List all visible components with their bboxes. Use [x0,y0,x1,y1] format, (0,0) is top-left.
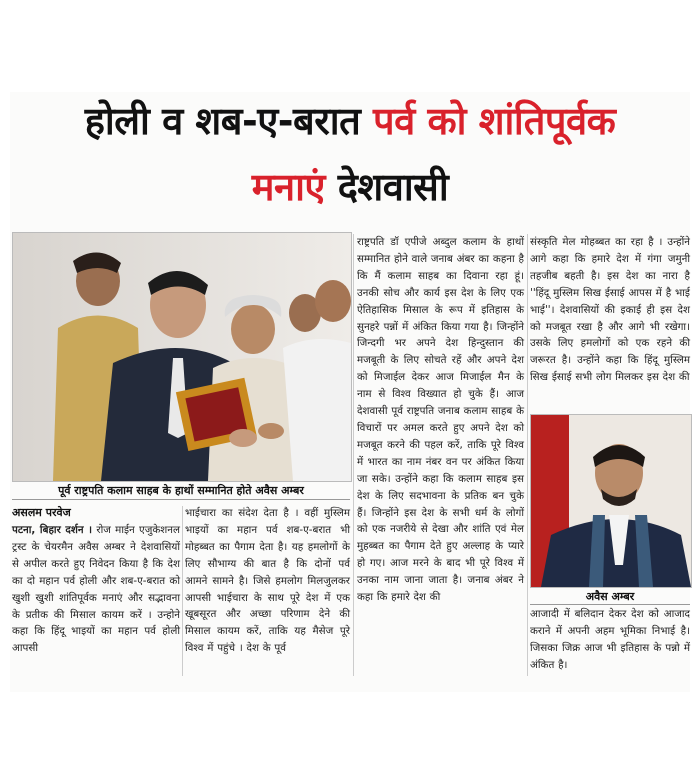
column-rule-2 [353,234,354,676]
caption-divider [12,499,350,500]
portrait-divider [530,604,690,605]
column-rule-1 [182,506,183,676]
award-photo [12,232,352,482]
column-1-text: रोज माईन एजुकेशनल ट्रस्ट के चेयरमैन अवैस अम्बर ने देशवासियों से अपील करते हुए निवेदन किया है कि देश का दो महान पर्व होली और शब-ए-बरात को खुशी खुशी शांतिपूर्वक मनाएं और सद्भावना के प्रतीक की मिसाल कायम करें । उन्होने कहा कि हिंदू भाइयों का महान पर्व होली आपसी [12,524,180,655]
headline-line-2 [0,164,700,210]
dateline: पटना, बिहार दर्शन । [12,524,93,536]
headline-black-part-2: देशवासी [337,165,449,209]
headline-red-part-2: मनाएं [251,165,338,209]
headline-red-part: पर्व को शांतिपूर्वक [373,99,616,143]
award-photo-illustration [13,233,351,481]
column-rule-3 [527,234,528,676]
headline-black-part: होली व शब-ए-बरात [84,99,373,143]
column-3: राष्ट्रपति डॉ एपीजे अब्दुल कलाम के हाथों सम्मानित होने वाले जनाब अंबर का कहना है कि मैं कलाम साहब का दिवाना रहा हूं। उनकी सोच और कार्य इस देश के लिए एक ऐतिहासिक मिसाल के रूप में इतिहास के सुनहरे पन्नों में अंकित किया गया है। जिन्होंने जिन्दगी भर अपने देश हिन्दुस्तान की मजबूती के लिए सोचते रहें और अपने देश को मिजाईल देकर आज मिजाईल मैन के नाम से विश्व विख्यात हो चुके हैं। आज देशवासी पूर्व राष्ट्रपति जनाब कलाम साहब के विचारों पर अमल करते हुए अपने देश को मजबूत करने की पहल करें, ताकि पूरे विश्व में भारत का नाम नंबर वन पर अंकित किया जा सके। उन्होंने कहा कि कलाम साहब इस देश के लिए सदभावना के प्रतिक बन चुके हैं। जिन्होंने इस देश के सभी धर्म के लोगों को एक नजरीये से देखा और शांति एवं मेल मुहब्बत का पैगाम देते हुए अल्लाह के प्यारे हो गए। आज मरने के बाद भी पूरे विश्व में उनका नाम जाना जाता है। जनाब अंबर ने कहा कि हमारे देश की [357,236,524,604]
portrait-photo [530,414,692,588]
column-2: भाईचारा का संदेश देता है । वहीं मुस्लिम भाइयों का महान पर्व शब-ए-बरात भी मोहब्बत का पैगाम देता है। यह हमलोगों के लिए सौभाग्य की बात है कि दोनों पर्व आमने सामने है। जिसे हमलोग मिलजुलकर आपसी भाईचारा के साथ पूरे देश में एक खूबसूरत और अच्छा परिणाम देने की मिसाल कायम करें, ताकि यह मैसेज पूरे विश्व में पहुंचे । देश के पूर्व [185,507,350,655]
column-1 [12,522,180,657]
portrait-caption: अवैस अम्बर [585,590,635,603]
headline-line-1 [0,98,700,144]
award-photo-caption: पूर्व राष्ट्रपति कलाम साहब के हाथों सम्मानित होते अवैस अम्बर [58,484,304,497]
column-4-top: संस्कृति मेल मोहब्बत का रहा है । उन्होंने आगे कहा कि हमारे देश में गंगा जमुनी तहजीब बहती है। इस देश का नारा है ''हिंदू मुस्लिम सिख ईसाई आपस में है भाई भाई''। देशवासियों की इकाई ही इस देश को मजबूत रखा है और आगे भी रखेगा। उसके लिए हमलोगों को एक रहने की जरूरत है। उन्होंने कहा कि हिंदू मुस्लिम सिख ईसाई सभी लोग मिलकर इस देश की [530,236,690,384]
column-4-bottom: आजादी में बलिदान देकर देश को आजाद कराने में अपनी अहम भूमिका निभाई है। जिसका जिक्र आज भी इतिहास के पन्नो में अंकित है। [530,608,690,671]
byline-author: असलम परवेज [12,506,71,519]
portrait-illustration [531,415,691,587]
